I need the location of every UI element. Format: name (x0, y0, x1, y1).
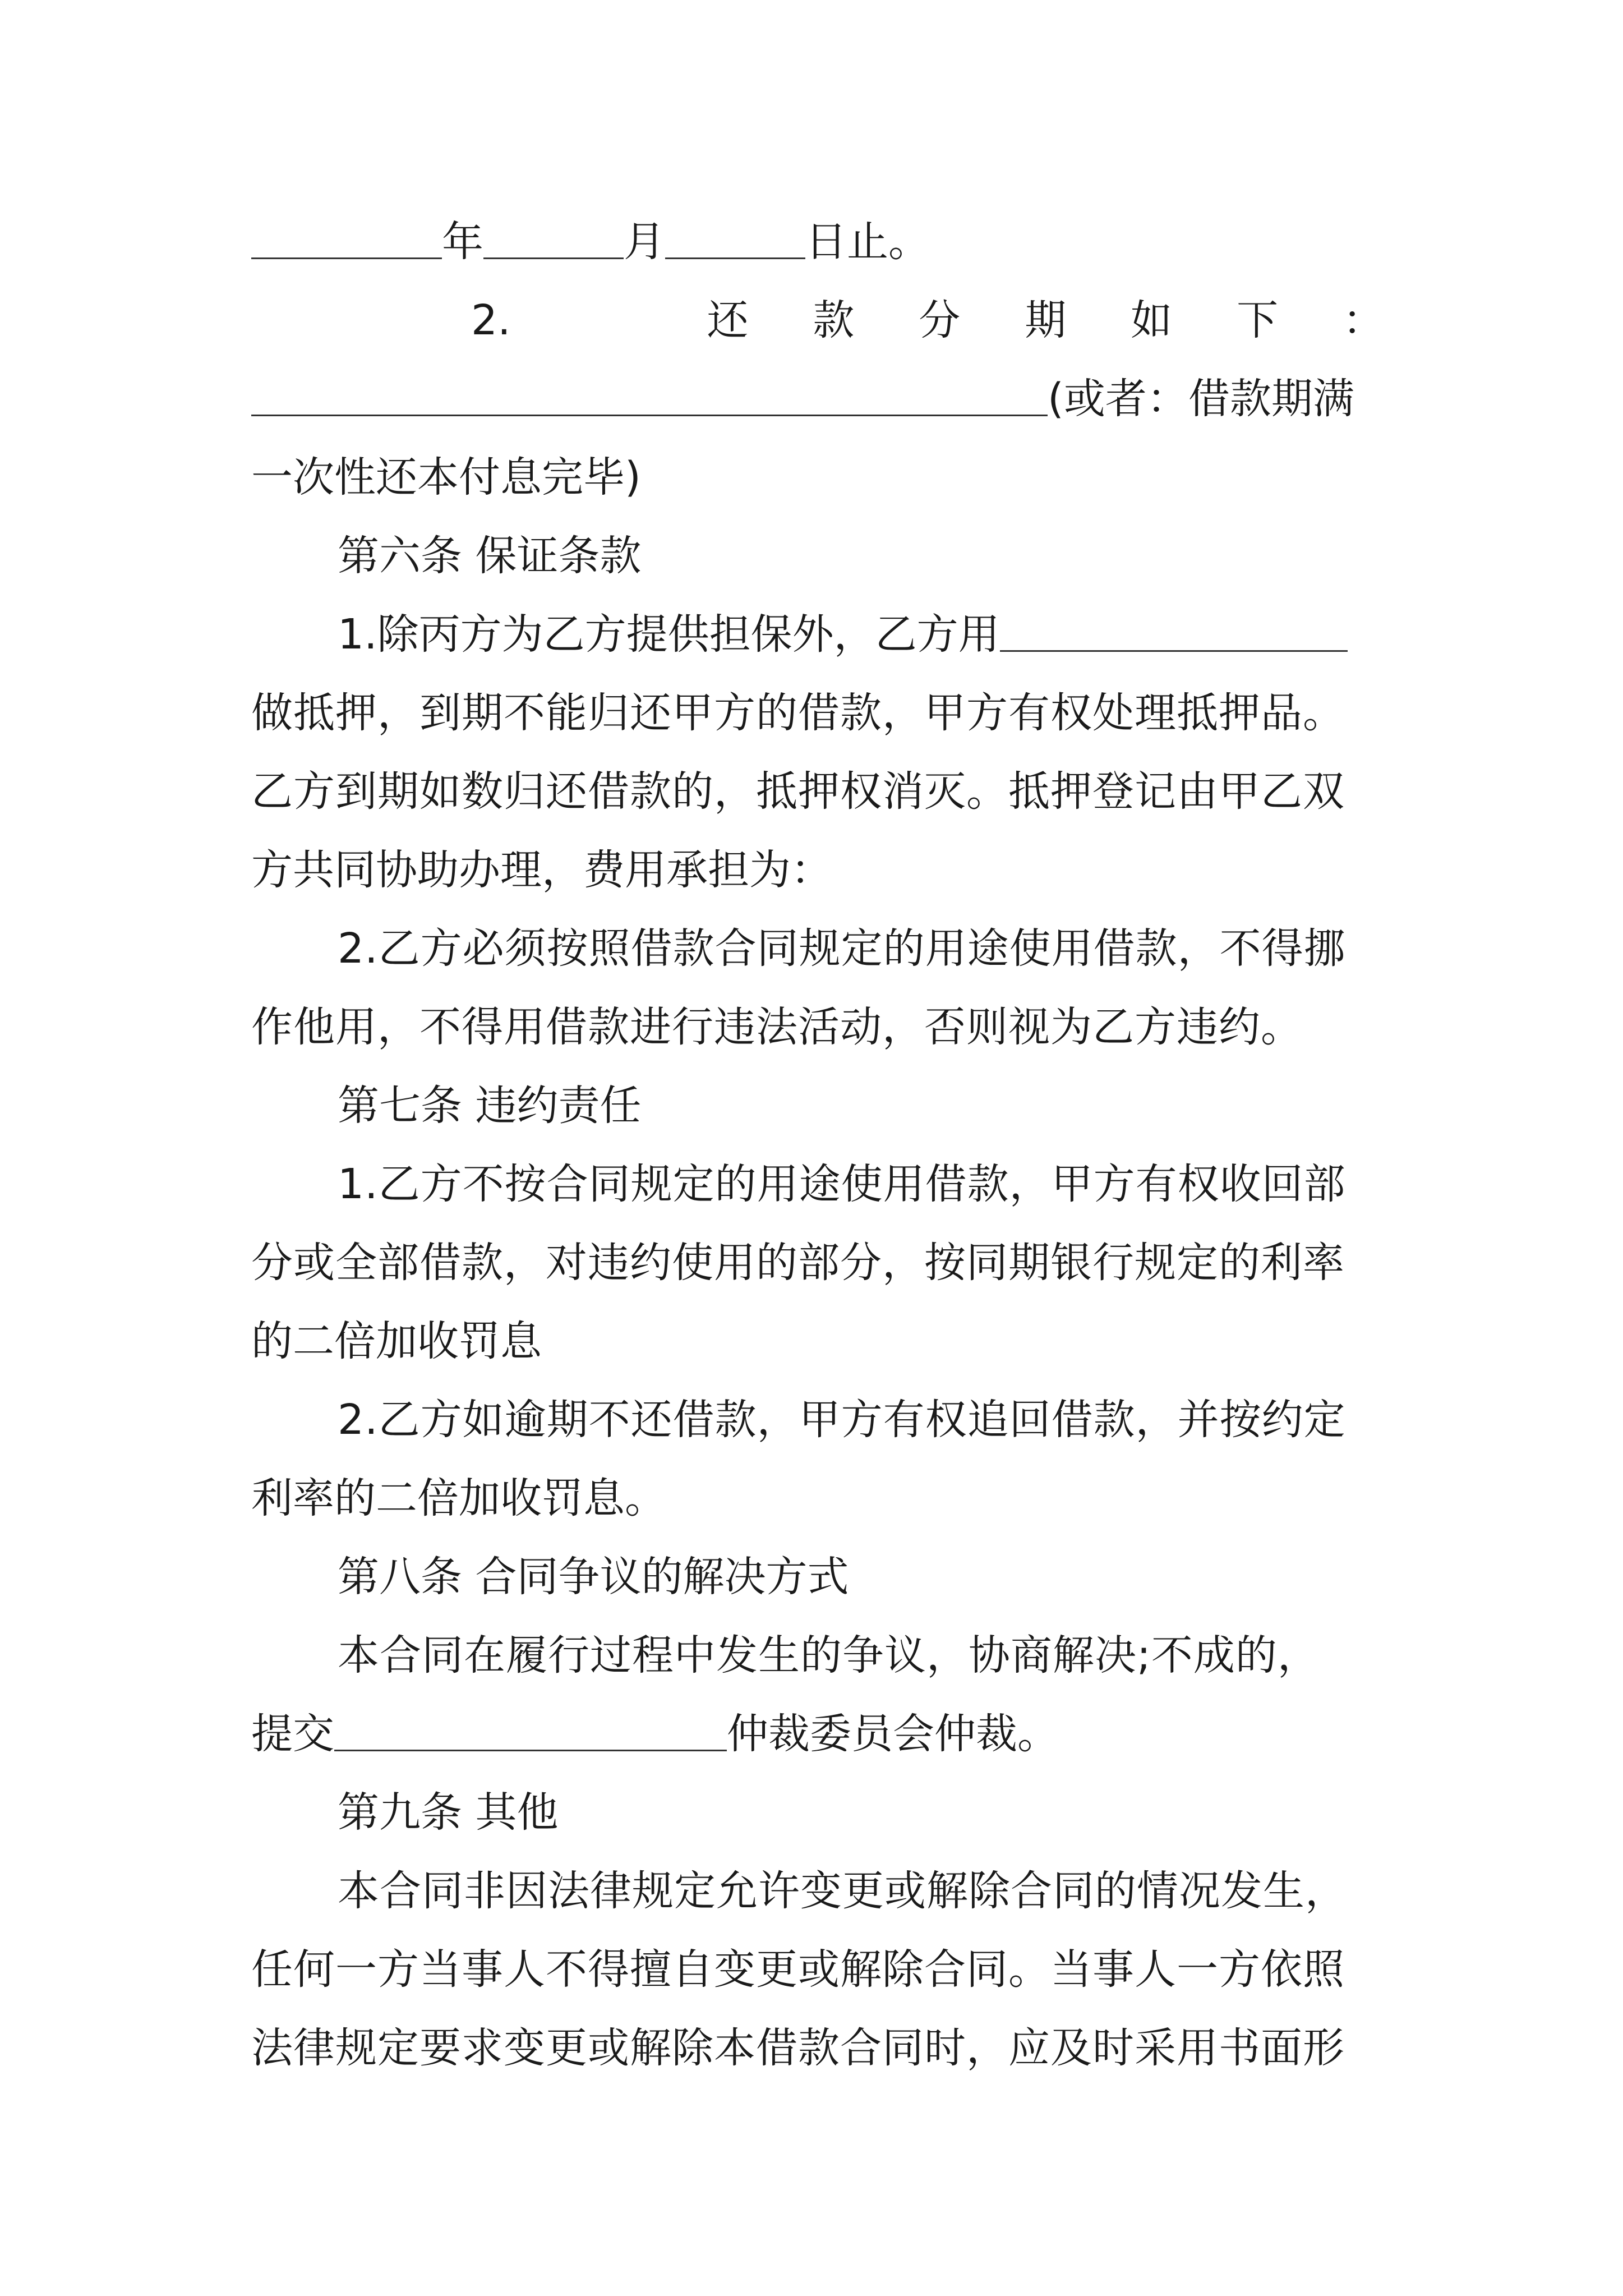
arbitration-line: 提交 仲裁委员会仲裁。 (251, 1703, 1384, 1765)
month-blank[interactable] (483, 216, 624, 259)
paragraph-line: 2.乙方必须按照借款合同规定的用途使用借款，不得挪 (338, 924, 1346, 973)
article-8-heading: 第八条 合同争议的解决方式 (338, 1553, 849, 1601)
year-blank[interactable] (251, 216, 442, 259)
paragraph-line: 乙方到期如数归还借款的，抵押权消灭。抵押登记由甲乙双 (251, 767, 1345, 816)
arbitration-committee-blank[interactable] (334, 1708, 727, 1751)
article-7-heading: 第七条 违约责任 (338, 1082, 642, 1130)
repayment-installments-line: 2. 还 款 分 期 如 下 ： (471, 296, 1384, 344)
day-blank[interactable] (665, 216, 805, 259)
collateral-line: 1.除丙方为乙方提供担保外，乙方用 (338, 604, 1384, 665)
paragraph-line: 1.乙方不按合同规定的用途使用借款，甲方有权收回部 (338, 1160, 1346, 1208)
paragraph-line: 本合同在履行过程中发生的争议，协商解决;不成的， (338, 1631, 1320, 1680)
paragraph-line: 2.乙方如逾期不还借款，甲方有权追回借款，并按约定 (338, 1396, 1346, 1444)
article-9-heading: 第九条 其他 (338, 1788, 559, 1837)
installment-blank[interactable] (251, 373, 1048, 416)
paragraph-line: 任何一方当事人不得擅自变更或解除合同。当事人一方依照 (251, 1945, 1345, 1994)
paragraph-line: 本合同非因法律规定允许变更或解除合同的情况发生， (338, 1867, 1347, 1915)
paragraph-line: 的二倍加收罚息 (251, 1317, 542, 1365)
paragraph-line: 作他用，不得用借款进行违法活动，否则视为乙方违约。 (251, 1003, 1303, 1051)
paragraph-line: 利率的二倍加收罚息。 (251, 1474, 666, 1522)
date-line: 年 月 日止。 (251, 211, 1384, 273)
paragraph-line: 分或全部借款，对违约使用的部分，按同期银行规定的利率 (251, 1239, 1345, 1287)
paragraph-line: 方共同协助办理，费用承担为： (251, 846, 832, 894)
paragraph-line: 法律规定要求变更或解除本借款合同时，应及时采用书面形 (251, 2024, 1345, 2072)
article-6-heading: 第六条 保证条款 (338, 532, 642, 580)
paragraph-line: 做抵押，到期不能归还甲方的借款，甲方有权处理抵押品。 (251, 689, 1345, 737)
collateral-blank[interactable] (1000, 609, 1348, 652)
installment-blank-line: (或者：借款期满 (251, 368, 1384, 430)
paragraph-line: 一次性还本付息完毕) (251, 453, 641, 501)
